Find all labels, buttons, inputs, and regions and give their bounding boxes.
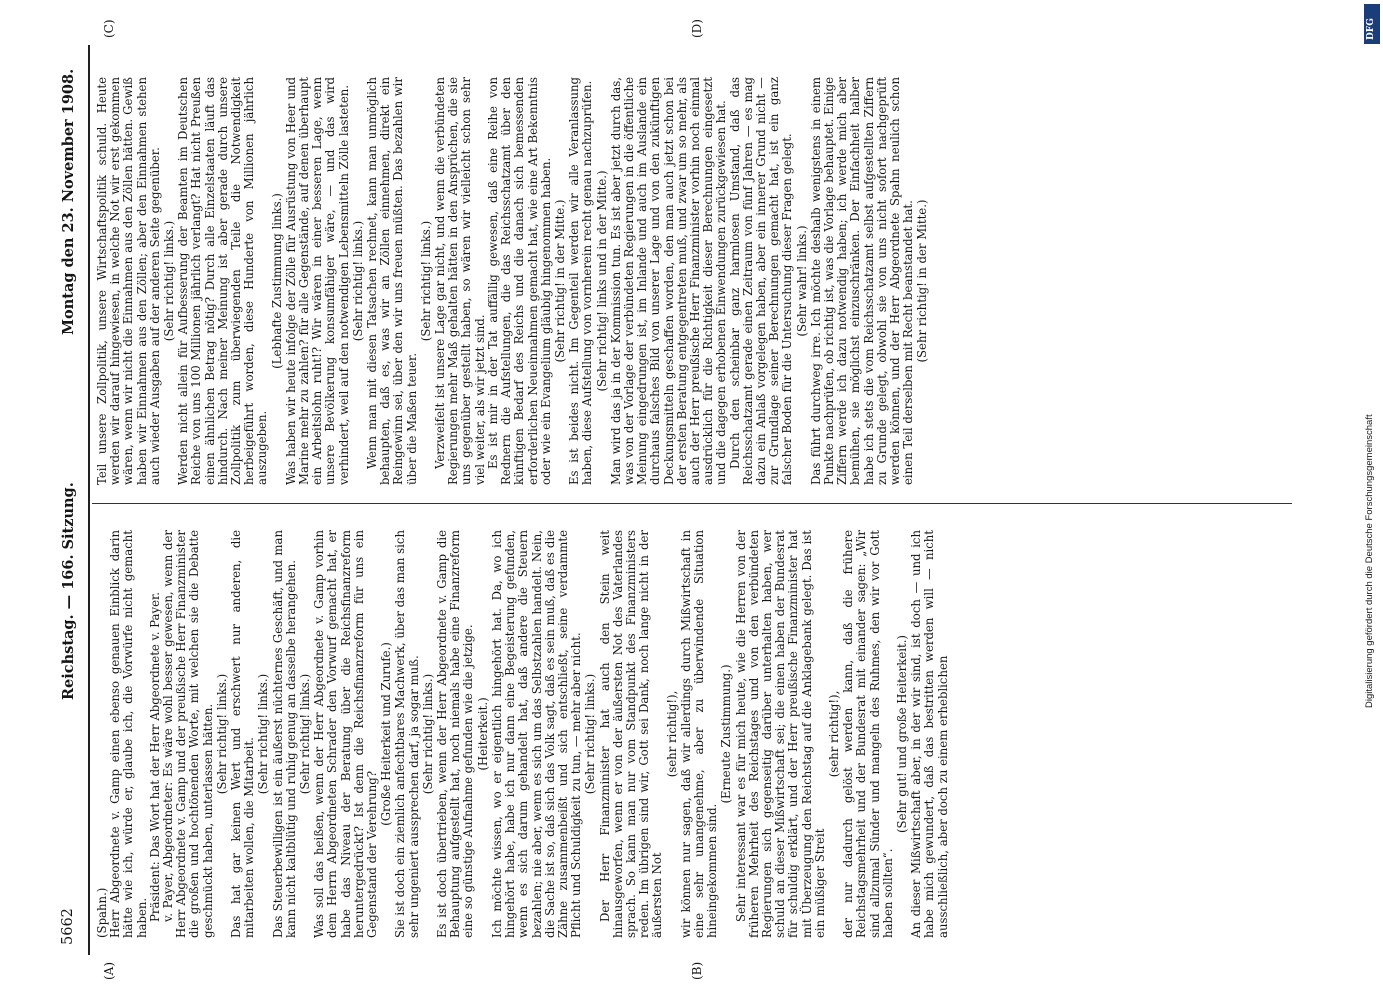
paragraph: Man wird das ja in der Kommission tun. Es ist aber jetzt durch das, was von der Vorlage der verbündeten Regierungen in die öffentliche Meinung eingedrungen ist, im Inlande und auch im Auslande ein durchaus falsches Bild von unserer Lage und von den zukünftigen Deckungsmitteln geschaffen worden, den man auch jetzt schon bei der ersten Beratung entgegentreten muß, und zwar um so mehr, als auch der Herr preußische Herr Finanzminister vorhin noch einmal ausdrücklich für die Richtigkeit dieser Berechnungen eingesetzt und die dagegen erhobenen Einwendungen zurückgewiesen hat. (608, 77, 729, 485)
interjection: (Sehr richtig! links.) (350, 220, 365, 342)
interjection: (sehr richtig!), (826, 690, 841, 778)
right-text-column (96, 77, 931, 485)
speaker-name: (Spahn.) (95, 887, 109, 938)
paragraph: Es ist doch übertrieben, wenn der Herr Abgeordnete v. Gamp die Behauptung aufgestellt hat, noch niemals habe eine Finanzreform eine so günstige Aufnahme gefunden wie die jetzige. (435, 530, 476, 938)
credit-text: Digitalisierung gefördert durch die Deutsche Forschungsgemeinschaft (1364, 414, 1375, 708)
interjection: (Heiterkeit.) (475, 697, 490, 771)
margin-mark-d: (D) (690, 19, 704, 38)
margin-mark-c: (C) (102, 19, 116, 38)
paragraph: Der Herr Finanzminister hat auch den Stein weit hinausgeworfen, wenn er von der äußersten Not des Vaterlandes sprach. So kann man nur vom Standpunkt des Finanzministers reden. Im übrigen sind wir, Gott sei Dank, noch lange nicht in der äußersten Not (597, 530, 665, 938)
paragraph: v. Payer, Abgeordneter: Es wäre wohl besser gewesen, wenn der Herr Abgeordnete v. Gamp und der preußische Herr Finanzminister die großen und hochtönenden Worte, mit welchen sie die Debatte geschmückt haben, unterlassen hätten. (161, 530, 215, 938)
paragraph: Wenn man mit diesen Tatsachen rechnet, kann man unmöglich behaupten, daß es, was wir an Zöllen einnehmen, direkt ein Reingewinn sei, über den wir uns freuen müßten. Das bezahlen wir über die Maßen teuer. (365, 77, 419, 485)
header-rule (88, 45, 90, 955)
paragraph: Was haben wir heute infolge der Zölle für Ausrüstung von Heer und Marine mehr zu zahlen? für alle Gegenstände, auf denen überhaupt ein Arbeitslohn ruht!? Wir wären in einer besseren Lage, wenn unsere Bevölkerung konsumfähiger wäre, — und das wird verhindert, weil auf den notwendigen Lebensmitteln Zölle lasteten. (283, 77, 351, 485)
interjection: (Lebhafte Zustimmung links.) (269, 193, 284, 369)
paragraph: Es ist beides nicht. Im Gegenteil werden wir alle Veranlassung haben, diese Aufstellung von vornherein recht genau nachzuprüfen. (567, 77, 595, 485)
paragraph: Das Steuerbewilligen ist ein äußerst nüchternes Geschäft, und man kann nicht kaltblütig und ruhig genug an dasselbe herangehen. (270, 530, 298, 938)
column-separator (92, 503, 1292, 504)
margin-mark-b: (B) (690, 961, 704, 980)
paragraph: Verzweifelt ist unsere Lage gar nicht, und wenn die verbündeten Regierungen mehr Maß gehalten hätten in den Ansprüchen, die sie uns gegenüber gestellt haben, so wären wir vielleicht schon sehr viel weiter, als wir jetzt sind. (433, 77, 487, 485)
interjection: (Sehr richtig! links.) (162, 220, 177, 342)
margin-mark-a: (A) (102, 961, 116, 980)
dfg-logo-text: DFG (1366, 18, 1376, 40)
paragraph: Was soll das heißen, wenn der Herr Abgeordnete v. Gamp vorhin dem Herrn Abgeordneten Schrader den Vorwurf gemacht hat, er habe das Niveau der Beratung über die Reichsfinanzreform heruntergedrückt? Ist denn die Reichsfinanzreform für uns ein Gegenstand der Verehrung? (312, 530, 380, 938)
paragraph: Es ist mir in der Tat auffällig gewesen, daß eine Reihe von Rednern die Aufstellungen, die das Reichsschatzamt über den künftigen Bedarf des Reichs und die danach sich bemessenden erforderlichen Neueinnahmen gemacht hat, wie eine Art Bekenntnis oder wie ein Evangelium gläubig hingenommen haben. (485, 77, 553, 485)
interjection: (Sehr richtig! links.) (420, 673, 435, 795)
interjection: (Erneute Zustimmung.) (719, 664, 734, 804)
session-title: Reichstag. — 166. Sitzung. (60, 482, 77, 700)
page-number: 5662 (60, 908, 76, 945)
paragraph: wir können nur sagen, daß wir allerdings durch Mißwirtschaft in eine sehr unangenehme, aber zu überwindende Situation hineingekommen sind. (678, 530, 720, 938)
interjection: (Sehr richtig! links.) (583, 673, 598, 795)
paragraph: Teil unsere Zollpolitik, unsere Wirtschaftspolitik schuld. Heute werden wir darauf hingewiesen, in welche Not wir erst gekommen wären, wenn wir nicht die Einnahmen aus den Zöllen hätten. Gewiß haben wir Einnahmen aus den Zöllen; aber den Einnahmen stehen auch wieder Ausgaben auf der anderen Seite gegenüber. (95, 77, 162, 485)
paragraph: Sie ist doch ein ziemlich anfechtbares Machwerk, über das man sich sehr ungeniert aussprechen darf, ja sogar muß. (393, 530, 421, 938)
interjection: (Große Heiterkeit und Zurufe.) (379, 642, 394, 826)
paragraph: Durch den scheinbar ganz harmlosen Umstand, daß das Reichsschatzamt gerade einen Zeitraum von fünf Jahren — es mag dazu ein Anlaß vorgelegen haben, aber ein innerer Grund nicht — zur Grundlage seiner Berechnungen gemacht hat, ist ein ganz falscher Boden für die Untersuchung dieser Fragen gelegt. (727, 77, 795, 485)
left-text-column (96, 530, 950, 938)
interjection: (Sehr richtig! links.) (298, 673, 313, 795)
dfg-logo (1364, 4, 1380, 44)
paragraph: der nur dadurch gelöst werden kann, daß die frühere Reichstagsmehrheit und der Bundesrat mit einander sagen: „Wir sind allzumal Sünder und mangeln des Ruhmes, den wir vor Gott haben sollten“. (841, 530, 895, 938)
paragraph: Das hat gar keinen Wert und erschwert nur anderen, die mitarbeiten wollen, die Mitarbeit. (229, 530, 257, 938)
paragraph: Herr Abgeordnete v. Gamp einen ebenso genauen Einblick darin hätte wie ich, würde er, glaube ich, die Vorwürfe nicht gemacht haben. (108, 530, 149, 938)
paragraph: Sehr interessant war es für mich heute, wie die Herren von der früheren Mehrheit des Reichstages und von den verbündeten Regierungen sich gegenseitig darüber unterhalten haben, wer schuld an dieser Mißwirtschaft sei; die einen haben der Bundesrat für schuldig erklärt, und der Herr preußische Finanzminister hat mit Überzeugung den Reichstag auf die Anklagebank gelegt. Das ist ein müßiger Streit (733, 530, 827, 938)
session-date: Montag den 23. November 1908. (60, 68, 77, 335)
interjection: (Sehr richtig! in der Mitte.) (552, 199, 567, 363)
interjection: (Sehr richtig! links.) (418, 220, 433, 342)
paragraph: Präsident: Das Wort hat der Herr Abgeordnete v. Payer. (147, 591, 162, 922)
paragraph: Werden nicht allein für Aufbesserung der Beamten im Deutschen Reiche von uns 100 Millionen jährlich verlangt? Hat nicht Preußen einen ähnlichen Betrag nötig? Durch alle Einzelstaaten läuft das hindurch. Nach meiner Meinung ist aber gerade durch unsere Zollpolitik zum überwiegenden Teile die Notwendigkeit herbeigeführt worden, diese Hunderte von Millionen jährlich auszugeben. (176, 77, 270, 485)
interjection: (Sehr gut! und große Heiterkeit.) (894, 635, 909, 833)
interjection: (Sehr richtig! in der Mitte.) (915, 199, 930, 363)
paragraph: Ich möchte wissen, wo er eigentlich hingehört hat. Da, wo ich hingehört habe, habe ich nur dann eine Begeisterung gefunden, wenn es sich darum gehandelt hat, daß andere die Steuern bezahlen; nie aber, wenn es sich um das Selbstzahlen handelt. Nein, die Sache ist so, daß sich das Volk sagt, daß es sein muß, daß es die Zähne zusammenbeißt und sich entschließt, seine verdammte Pflicht und Schuldigkeit zu tun, — mehr aber nicht. (489, 530, 584, 938)
interjection: (Sehr richtig! links.) (256, 673, 271, 795)
interjection: (sehr richtig!), (664, 690, 679, 778)
paragraph: An dieser Mißwirtschaft aber, in der wir sind, ist doch — und ich habe mich gewundert, daß das bestritten werden will — nicht ausschließlich, aber doch zu einem erheblichen (909, 530, 950, 938)
interjection: (Sehr richtig! links und in der Mitte.) (594, 170, 609, 392)
interjection: (Sehr wahr! links.) (794, 225, 809, 337)
paragraph: Das führt durchweg irre. Ich möchte deshalb wenigstens in einem Punkte nachprüfen, ob richtig ist, was die Vorlage behauptet. Einige Ziffern werde ich dazu notwendig haben; ich werde mich aber bemühen, sie möglichst einzuschränken. Der Einfachheit halber habe ich stets die vom Reichsschatzamt selbst aufgestellten Ziffern zu Grunde gelegt, obwohl sie von uns nicht sofort nachgeprüft werden können, und der Herr Abgeordnete Spahn neulich schon einen Teil derselben mit Recht beanstandet hat. (808, 77, 916, 485)
interjection: (Sehr richtig! links.) (214, 673, 229, 795)
digitization-credit (1360, 18, 1380, 978)
